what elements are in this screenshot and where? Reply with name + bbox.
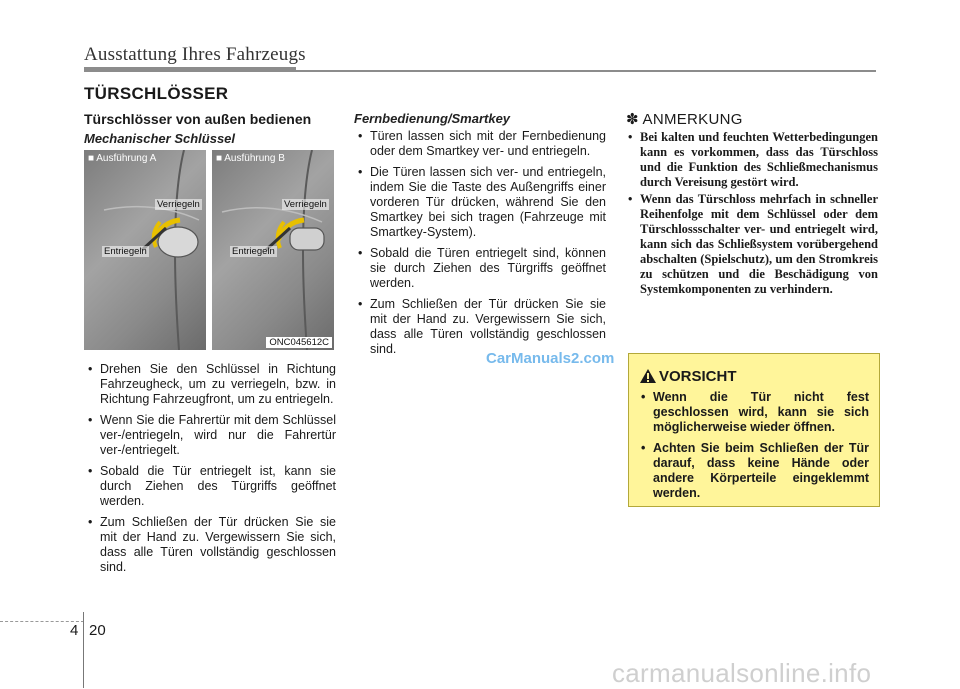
list-item: • Zum Schließen der Tür drücken Sie sie mit der Hand zu. Vergewissern Sie sich, dass alle Türen vollständig geschlossen sind.	[354, 297, 606, 357]
door-lock-figure	[84, 150, 334, 350]
list-item: • Achten Sie beim Schließen der Tür darauf, dass keine Hände oder andere Körperteile eingeklemmt werden.	[637, 441, 869, 501]
list-item: • Wenn das Türschloss mehrfach in schneller Reihenfolge mit dem Schlüssel oder dem Türschlossschalter ver- und entriegelt wird, kann sich das Schließsystem vorübergehend abschalten (Spielschutz), um den Stromkreis zu schützen und die Beschädigung von Systemkomponenten zu verhindern.	[626, 192, 878, 297]
remote-smartkey-list	[354, 129, 606, 363]
heading-external-operation: Türschlösser von außen bedienen	[84, 111, 312, 127]
list-item: • Sobald die Türen entriegelt sind, können sie durch Ziehen des Türgriffs geöffnet werden.	[354, 246, 606, 291]
label-unlock-b: Entriegeln	[232, 246, 275, 257]
list-item: • Wenn Sie die Fahrertür mit dem Schlüssel ver-/entriegeln, wird nur die Fahrertür ver-/entriegelt.	[84, 413, 336, 458]
subheading-remote-smartkey: Fernbedienung/Smartkey	[354, 111, 511, 126]
mechanical-key-list	[84, 362, 336, 581]
list-item: • Bei kalten und feuchten Wetterbedingungen kann es vorkommen, dass das Türschloss und die Funktion des Schließmechanismus durch Vereisung gestört wird.	[626, 130, 878, 190]
variant-a-label: ■ Ausführung A	[88, 153, 157, 164]
header-rule-thick	[84, 67, 296, 72]
section-title: TÜRSCHLÖSSER	[84, 84, 229, 103]
subheading-mechanical-key: Mechanischer Schlüssel	[84, 131, 236, 146]
caution-title: VORSICHT	[659, 368, 737, 385]
list-item: • Wenn die Tür nicht fest geschlossen wird, kann sie sich möglicherweise wieder öffnen.	[637, 390, 869, 435]
variant-b-label: ■ Ausführung B	[216, 153, 285, 164]
note-list	[626, 130, 878, 299]
chapter-number: 4	[70, 622, 79, 639]
header-rule-thin	[296, 70, 876, 72]
warning-triangle-icon	[639, 368, 657, 384]
note-title: ✽ ANMERKUNG	[626, 111, 743, 128]
caution-list	[637, 390, 869, 507]
list-item: • Die Türen lassen sich ver- und entriegeln, indem Sie die Taste des Außengriffs einer vorderen Tür drücken, während Sie den Smartkey bei sich tragen (Fahrzeuge mit Smartkey-System).	[354, 165, 606, 240]
figure-code: ONC045612C	[266, 337, 332, 348]
list-item: • Sobald die Tür entriegelt ist, kann sie durch Ziehen des Türgriffs geöffnet werden.	[84, 464, 336, 509]
label-lock-a: Verriegeln	[157, 199, 200, 210]
list-item: • Türen lassen sich mit der Fernbedienung oder dem Smartkey ver- und entriegeln.	[354, 129, 606, 159]
figure-photo-a	[84, 150, 206, 350]
watermark-center: CarManuals2.com	[486, 350, 615, 367]
watermark-footer: carmanualsonline.info	[612, 658, 872, 688]
chapter-header: Ausstattung Ihres Fahrzeugs	[84, 44, 306, 65]
caution-box	[628, 353, 880, 507]
list-item: • Drehen Sie den Schlüssel in Richtung Fahrzeugheck, um zu verriegeln, bzw. in Richtung Fahrzeugfront, um zu entriegeln.	[84, 362, 336, 407]
label-lock-b: Verriegeln	[284, 199, 327, 210]
list-item: • Zum Schließen der Tür drücken Sie sie mit der Hand zu. Vergewissern Sie sich, dass alle Türen vollständig geschlossen sind.	[84, 515, 336, 575]
figure-photo-b	[212, 150, 334, 350]
footer-vertical-rule	[83, 612, 84, 688]
page-number: 20	[89, 622, 106, 639]
label-unlock-a: Entriegeln	[104, 246, 147, 257]
